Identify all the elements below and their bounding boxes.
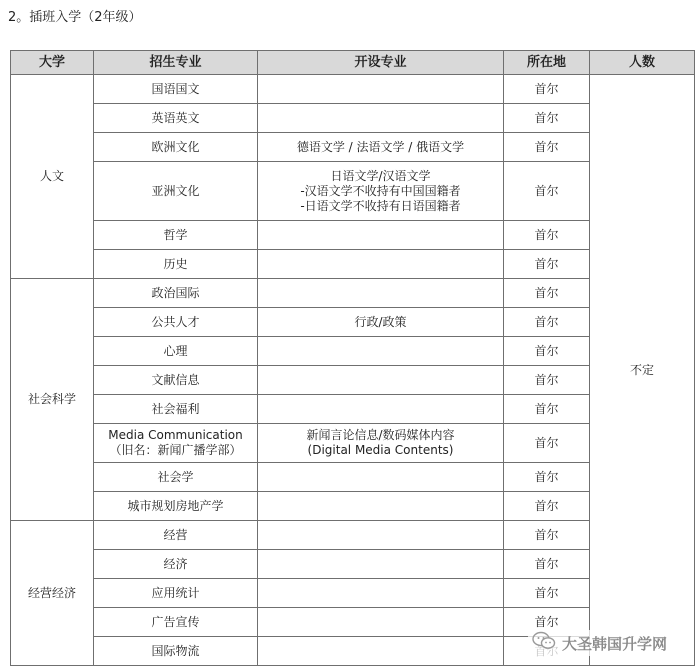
sub-major-cell bbox=[258, 104, 504, 133]
sub-major-line: 日语文学/汉语文学 bbox=[330, 168, 431, 183]
location-cell: 首尔 bbox=[504, 579, 590, 608]
sub-major-cell bbox=[258, 162, 504, 221]
major-cell: 历史 bbox=[94, 250, 258, 279]
major-cell: 心理 bbox=[94, 337, 258, 366]
sub-major-cell bbox=[258, 637, 504, 666]
location-cell: 首尔 bbox=[504, 75, 590, 104]
major-cell: 亚洲文化 bbox=[94, 162, 258, 221]
sub-major-cell bbox=[258, 492, 504, 521]
location-cell: 首尔 bbox=[504, 162, 590, 221]
sub-major-cell bbox=[258, 250, 504, 279]
sub-major-cell bbox=[258, 463, 504, 492]
sub-major-cell bbox=[258, 221, 504, 250]
table-row bbox=[11, 75, 695, 104]
location-cell: 首尔 bbox=[504, 337, 590, 366]
major-line: （旧名：新闻广播学部） bbox=[109, 443, 242, 457]
major-line: Media Communication bbox=[108, 428, 243, 442]
section-heading: 2。插班入学（2年级） bbox=[8, 10, 142, 25]
sub-major-line: 新闻言论信息/数码媒体内容 bbox=[306, 428, 455, 442]
location-cell: 首尔 bbox=[504, 521, 590, 550]
header-college: 大学 bbox=[11, 51, 94, 75]
header-location: 所在地 bbox=[504, 51, 590, 75]
count-cell: 不定 bbox=[590, 75, 695, 666]
sub-major-line: -日语文学不收持有日语国籍者 bbox=[300, 198, 461, 213]
watermark-text: 大圣韩国升学网 bbox=[562, 634, 668, 653]
major-cell: 应用统计 bbox=[94, 579, 258, 608]
major-cell: 城市规划房地产学 bbox=[94, 492, 258, 521]
sub-major-cell bbox=[258, 608, 504, 637]
location-cell: 首尔 bbox=[504, 250, 590, 279]
location-cell: 首尔 bbox=[504, 424, 590, 463]
college-cell: 社会科学 bbox=[11, 279, 94, 521]
major-cell: 政治国际 bbox=[94, 279, 258, 308]
sub-major-cell: 行政/政策 bbox=[258, 308, 504, 337]
major-cell bbox=[94, 424, 258, 463]
college-cell: 经营经济 bbox=[11, 521, 94, 666]
location-cell: 首尔 bbox=[504, 395, 590, 424]
major-cell: 广告宣传 bbox=[94, 608, 258, 637]
sub-major-cell bbox=[258, 395, 504, 424]
sub-major-cell bbox=[258, 424, 504, 463]
major-cell: 社会福利 bbox=[94, 395, 258, 424]
sub-major-cell bbox=[258, 550, 504, 579]
major-cell: 经济 bbox=[94, 550, 258, 579]
sub-major-cell bbox=[258, 521, 504, 550]
college-cell: 人文 bbox=[11, 75, 94, 279]
sub-major-cell bbox=[258, 579, 504, 608]
major-cell: 国际物流 bbox=[94, 637, 258, 666]
sub-major-cell bbox=[258, 75, 504, 104]
wechat-icon bbox=[532, 631, 556, 655]
header-sub-major: 开设专业 bbox=[258, 51, 504, 75]
location-cell: 首尔 bbox=[504, 608, 590, 637]
location-cell: 首尔 bbox=[504, 463, 590, 492]
location-cell: 首尔 bbox=[504, 366, 590, 395]
major-cell: 社会学 bbox=[94, 463, 258, 492]
location-cell: 首尔 bbox=[504, 104, 590, 133]
location-cell: 首尔 bbox=[504, 279, 590, 308]
header-major: 招生专业 bbox=[94, 51, 258, 75]
sub-major-cell: 德语文学 / 法语文学 / 俄语文学 bbox=[258, 133, 504, 162]
location-cell: 首尔 bbox=[504, 550, 590, 579]
location-cell: 首尔 bbox=[504, 308, 590, 337]
table-header-row bbox=[11, 51, 695, 75]
major-cell: 哲学 bbox=[94, 221, 258, 250]
major-cell: 公共人才 bbox=[94, 308, 258, 337]
sub-major-line: (Digital Media Contents) bbox=[307, 443, 454, 457]
location-cell: 首尔 bbox=[504, 221, 590, 250]
sub-major-cell bbox=[258, 279, 504, 308]
major-cell: 经营 bbox=[94, 521, 258, 550]
location-cell: 首尔 bbox=[504, 133, 590, 162]
sub-major-cell bbox=[258, 366, 504, 395]
sub-major-cell bbox=[258, 337, 504, 366]
major-cell: 欧洲文化 bbox=[94, 133, 258, 162]
location-cell: 首尔 bbox=[504, 492, 590, 521]
sub-major-line: -汉语文学不收持有中国国籍者 bbox=[300, 183, 461, 198]
header-count: 人数 bbox=[590, 51, 695, 75]
major-cell: 文献信息 bbox=[94, 366, 258, 395]
major-cell: 国语国文 bbox=[94, 75, 258, 104]
admission-table bbox=[10, 50, 695, 666]
watermark bbox=[528, 630, 671, 656]
major-cell: 英语英文 bbox=[94, 104, 258, 133]
